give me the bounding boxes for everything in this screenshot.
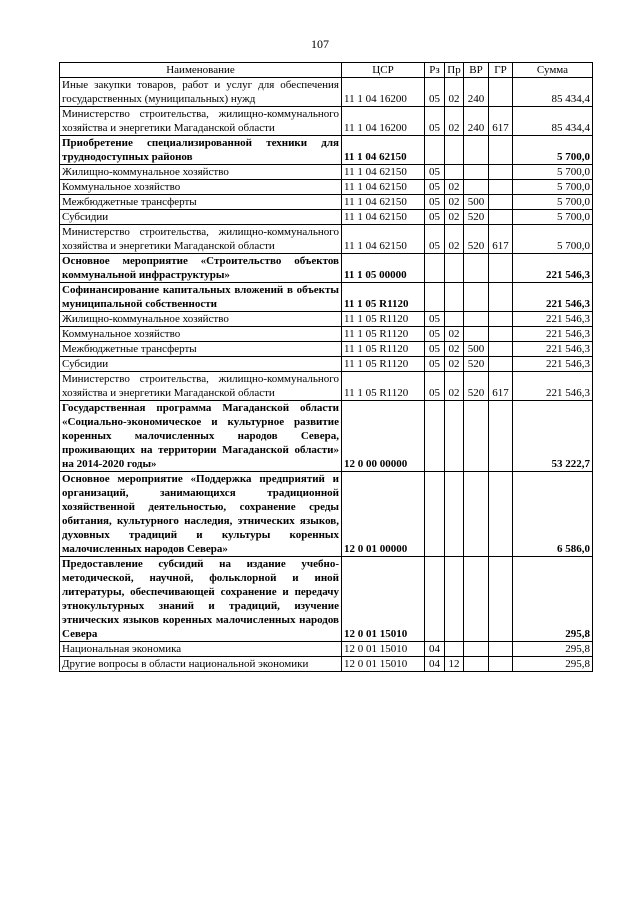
row-vr: [464, 312, 489, 327]
row-pr: 02: [445, 210, 464, 225]
header-rz: Рз: [425, 63, 445, 78]
row-sum: 295,8: [513, 657, 593, 672]
row-name: Коммунальное хозяйство: [60, 180, 342, 195]
row-sum: 221 546,3: [513, 254, 593, 283]
row-name: Приобретение специализированной техники для труднодоступных районов: [60, 136, 342, 165]
row-gr: [489, 283, 513, 312]
row-pr: 02: [445, 107, 464, 136]
row-gr: [489, 312, 513, 327]
row-csr: 11 1 04 62150: [342, 180, 425, 195]
row-vr: 520: [464, 225, 489, 254]
row-csr: 11 1 04 62150: [342, 195, 425, 210]
row-csr: 12 0 00 00000: [342, 401, 425, 472]
table-row: [60, 254, 593, 283]
row-rz: [425, 254, 445, 283]
row-csr: 11 1 04 62150: [342, 165, 425, 180]
row-sum: 5 700,0: [513, 225, 593, 254]
row-name: Министерство строительства, жилищно-коммунального хозяйства и энергетики Магаданской области: [60, 225, 342, 254]
row-vr: [464, 327, 489, 342]
row-vr: 520: [464, 210, 489, 225]
row-rz: 05: [425, 312, 445, 327]
header-vr: ВР: [464, 63, 489, 78]
row-vr: [464, 472, 489, 557]
row-rz: 05: [425, 372, 445, 401]
table-row: [60, 210, 593, 225]
row-gr: [489, 327, 513, 342]
row-rz: [425, 401, 445, 472]
table-row: [60, 642, 593, 657]
row-pr: 02: [445, 327, 464, 342]
row-gr: [489, 472, 513, 557]
row-rz: 05: [425, 107, 445, 136]
row-sum: 53 222,7: [513, 401, 593, 472]
row-pr: [445, 642, 464, 657]
row-vr: [464, 657, 489, 672]
header-pr: Пр: [445, 63, 464, 78]
row-sum: 5 700,0: [513, 136, 593, 165]
row-gr: 617: [489, 225, 513, 254]
row-csr: 11 1 04 16200: [342, 78, 425, 107]
row-csr: 12 0 01 15010: [342, 642, 425, 657]
header-csr: ЦСР: [342, 63, 425, 78]
row-name: Министерство строительства, жилищно-коммунального хозяйства и энергетики Магаданской области: [60, 107, 342, 136]
row-rz: 05: [425, 327, 445, 342]
row-csr: 11 1 05 R1120: [342, 327, 425, 342]
row-csr: 11 1 04 62150: [342, 225, 425, 254]
row-name: Основное мероприятие «Строительство объектов коммунальной инфраструктуры»: [60, 254, 342, 283]
row-sum: 5 700,0: [513, 165, 593, 180]
table-row: [60, 165, 593, 180]
table-row: [60, 195, 593, 210]
row-csr: 11 1 05 R1120: [342, 372, 425, 401]
row-pr: [445, 401, 464, 472]
row-name: Национальная экономика: [60, 642, 342, 657]
row-sum: 85 434,4: [513, 78, 593, 107]
table-row: [60, 180, 593, 195]
row-sum: 295,8: [513, 642, 593, 657]
row-sum: 5 700,0: [513, 180, 593, 195]
row-rz: 05: [425, 78, 445, 107]
row-rz: [425, 557, 445, 642]
row-pr: 02: [445, 195, 464, 210]
row-name: Межбюджетные трансферты: [60, 342, 342, 357]
row-gr: [489, 210, 513, 225]
row-sum: 5 700,0: [513, 210, 593, 225]
table-row: [60, 357, 593, 372]
table-row: [60, 557, 593, 642]
table-row: [60, 401, 593, 472]
header-gr: ГР: [489, 63, 513, 78]
row-csr: 11 1 05 R1120: [342, 283, 425, 312]
row-pr: [445, 472, 464, 557]
row-vr: 520: [464, 357, 489, 372]
row-sum: 221 546,3: [513, 342, 593, 357]
row-vr: [464, 642, 489, 657]
row-csr: 11 1 05 R1120: [342, 342, 425, 357]
row-gr: [489, 254, 513, 283]
row-pr: 02: [445, 78, 464, 107]
row-pr: [445, 136, 464, 165]
row-vr: 240: [464, 78, 489, 107]
row-name: Жилищно-коммунальное хозяйство: [60, 312, 342, 327]
row-name: Межбюджетные трансферты: [60, 195, 342, 210]
row-gr: [489, 180, 513, 195]
row-csr: 11 1 05 R1120: [342, 312, 425, 327]
row-csr: 11 1 05 00000: [342, 254, 425, 283]
row-sum: 85 434,4: [513, 107, 593, 136]
row-csr: 12 0 01 15010: [342, 657, 425, 672]
row-name: Предоставление субсидий на издание учебно-методической, научной, фольклорной и иной литературы, обеспечивающей сохранение и передачу этнокультурных знаний и традиций, изучение этнических языков коренных малочисленных народов Севера: [60, 557, 342, 642]
row-rz: 04: [425, 642, 445, 657]
row-pr: 02: [445, 372, 464, 401]
table-row: [60, 472, 593, 557]
row-csr: 11 1 04 62150: [342, 210, 425, 225]
row-gr: [489, 401, 513, 472]
row-name: Иные закупки товаров, работ и услуг для обеспечения государственных (муниципальных) нужд: [60, 78, 342, 107]
row-gr: [489, 165, 513, 180]
row-vr: 520: [464, 372, 489, 401]
row-vr: [464, 254, 489, 283]
row-pr: 02: [445, 357, 464, 372]
row-sum: 295,8: [513, 557, 593, 642]
row-pr: [445, 254, 464, 283]
row-gr: 617: [489, 372, 513, 401]
row-sum: 221 546,3: [513, 312, 593, 327]
table-row: [60, 342, 593, 357]
table-row: [60, 657, 593, 672]
table-row: [60, 107, 593, 136]
row-rz: [425, 283, 445, 312]
row-gr: [489, 342, 513, 357]
row-rz: 05: [425, 210, 445, 225]
row-vr: [464, 136, 489, 165]
row-name: Софинансирование капитальных вложений в объекты муниципальной собственности: [60, 283, 342, 312]
page-number: 107: [311, 37, 329, 51]
row-pr: 02: [445, 180, 464, 195]
row-rz: 05: [425, 180, 445, 195]
row-sum: 221 546,3: [513, 327, 593, 342]
row-vr: [464, 283, 489, 312]
row-gr: [489, 195, 513, 210]
row-name: Субсидии: [60, 357, 342, 372]
table-row: [60, 225, 593, 254]
row-pr: [445, 557, 464, 642]
row-csr: 12 0 01 00000: [342, 472, 425, 557]
row-sum: 221 546,3: [513, 372, 593, 401]
row-pr: [445, 312, 464, 327]
row-gr: 617: [489, 107, 513, 136]
row-rz: [425, 472, 445, 557]
row-gr: [489, 657, 513, 672]
row-pr: [445, 283, 464, 312]
row-rz: 05: [425, 342, 445, 357]
row-vr: [464, 180, 489, 195]
row-name: Основное мероприятие «Поддержка предприятий и организаций, занимающихся традиционной хозяйственной деятельностью, сохранение среды обитания, культурного наследия, этнических языков, духовных традиций и культуры коренных малочисленных народов Севера»: [60, 472, 342, 557]
row-vr: [464, 401, 489, 472]
row-rz: 05: [425, 165, 445, 180]
row-rz: 05: [425, 195, 445, 210]
table-row: [60, 312, 593, 327]
table-row: [60, 136, 593, 165]
row-gr: [489, 642, 513, 657]
row-gr: [489, 557, 513, 642]
table-row: [60, 372, 593, 401]
header-sum: Сумма: [513, 63, 593, 78]
row-sum: 221 546,3: [513, 283, 593, 312]
row-name: Коммунальное хозяйство: [60, 327, 342, 342]
row-pr: 02: [445, 342, 464, 357]
row-rz: 05: [425, 225, 445, 254]
row-csr: 11 1 05 R1120: [342, 357, 425, 372]
row-rz: 04: [425, 657, 445, 672]
row-csr: 12 0 01 15010: [342, 557, 425, 642]
budget-table: [59, 62, 593, 672]
row-pr: 02: [445, 225, 464, 254]
row-rz: 05: [425, 357, 445, 372]
row-gr: [489, 136, 513, 165]
row-sum: 221 546,3: [513, 357, 593, 372]
header-name: Наименование: [60, 63, 342, 78]
row-vr: 240: [464, 107, 489, 136]
row-rz: [425, 136, 445, 165]
table-row: [60, 78, 593, 107]
row-pr: [445, 165, 464, 180]
row-vr: [464, 165, 489, 180]
row-pr: 12: [445, 657, 464, 672]
row-vr: 500: [464, 342, 489, 357]
table-row: [60, 283, 593, 312]
table-header-row: [60, 63, 593, 78]
row-csr: 11 1 04 16200: [342, 107, 425, 136]
row-csr: 11 1 04 62150: [342, 136, 425, 165]
row-gr: [489, 357, 513, 372]
table-row: [60, 327, 593, 342]
row-name: Жилищно-коммунальное хозяйство: [60, 165, 342, 180]
row-sum: 6 586,0: [513, 472, 593, 557]
row-vr: 500: [464, 195, 489, 210]
row-name: Министерство строительства, жилищно-коммунального хозяйства и энергетики Магаданской области: [60, 372, 342, 401]
row-name: Субсидии: [60, 210, 342, 225]
row-vr: [464, 557, 489, 642]
row-sum: 5 700,0: [513, 195, 593, 210]
row-gr: [489, 78, 513, 107]
row-name: Государственная программа Магаданской области «Социально-экономическое и культурное развитие коренных малочисленных народов Севера, проживающих на территории Магаданской области» на 2014-2020 годы»: [60, 401, 342, 472]
row-name: Другие вопросы в области национальной экономики: [60, 657, 342, 672]
